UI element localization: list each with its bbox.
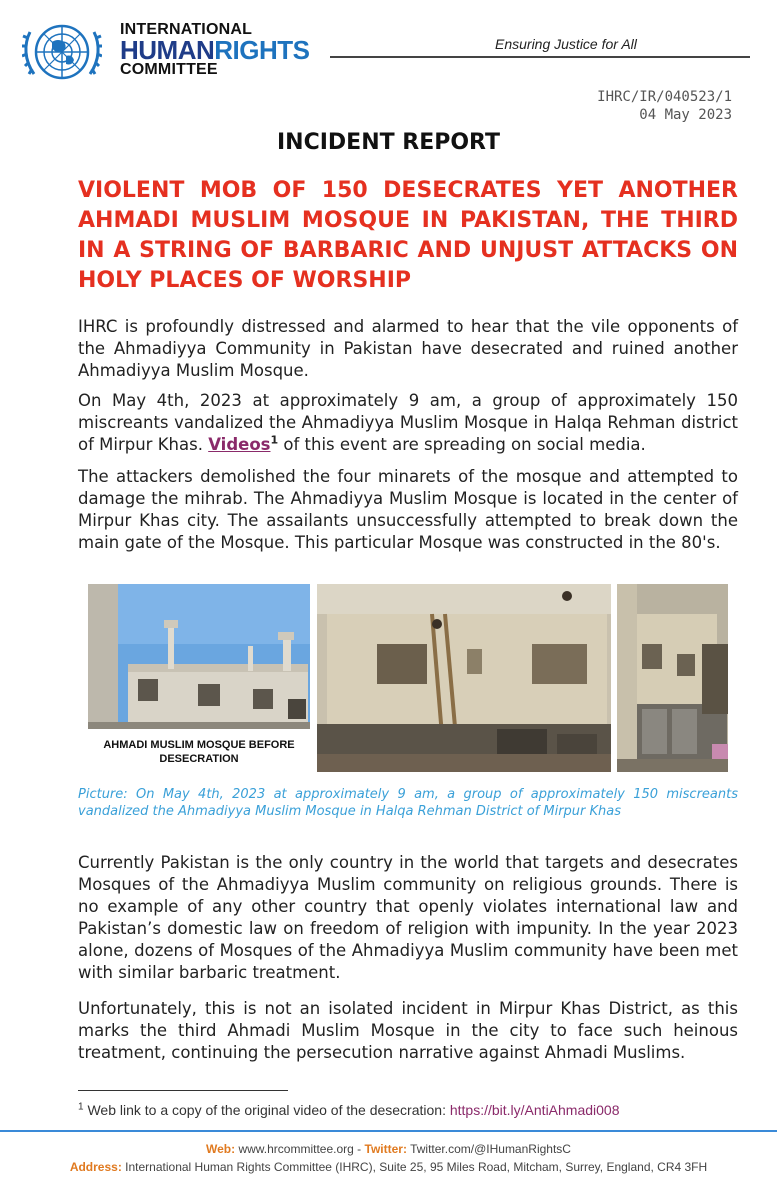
videos-link[interactable]: Videos	[208, 435, 271, 454]
footer-rule	[0, 1130, 777, 1132]
picture-caption: Picture: On May 4th, 2023 at approximately 9 am, a group of approximately 150 miscreants vandalized the Ahmadiyya Muslim Mosque in Halqa Rehman District of Mirpur Khas	[78, 787, 738, 819]
paragraph-intro: IHRC is profoundly distressed and alarmed to hear that the vile opponents of the Ahmadiyya Community in Pakistan have desecrated and ruined another Ahmadiyya Muslim Mosque.	[78, 317, 738, 380]
header-rule	[330, 56, 750, 58]
photo-before-caption: AHMADI MUSLIM MOSQUE BEFORE DESECRATION	[103, 739, 295, 765]
org-name-line3: COMMITTEE	[120, 61, 218, 78]
paragraph-incident	[78, 390, 738, 456]
org-name-line2	[120, 35, 310, 65]
footnote-marker: 1	[270, 433, 279, 447]
report-title: INCIDENT REPORT	[276, 130, 501, 155]
footer-contact-line	[0, 1140, 777, 1158]
page-footer	[0, 1140, 777, 1176]
photo-mosque-before	[88, 584, 310, 729]
paragraph-conclusion: Unfortunately, this is not an isolated incident in Mirpur Khas District, as this marks the third Ahmadi Muslim Mosque in the city to face such heinous treatment, continuing the persecution narrative against Ahmadi Muslims.	[78, 999, 738, 1062]
footer-address-line	[0, 1158, 777, 1176]
footer-twitter-value[interactable]: Twitter.com/@IHumanRightsC	[406, 1142, 571, 1156]
footnote	[78, 1102, 620, 1118]
footer-web-label: Web:	[206, 1142, 236, 1156]
org-logo-text	[120, 22, 310, 78]
report-reference	[597, 88, 732, 124]
org-name-rights: RIGHTS	[214, 35, 310, 65]
headline: VIOLENT MOB OF 150 DESECRATES YET ANOTHER AHMADI MUSLIM MOSQUE IN PAKISTAN, THE THIRD IN A STRING OF BARBARIC AND UNJUST ATTACKS ON HOLY PLACES OF WORSHIP	[78, 178, 738, 293]
footnote-number: 1	[78, 1101, 84, 1113]
footnote-rule	[78, 1090, 288, 1091]
footer-address-label: Address:	[69, 1160, 122, 1174]
page-header	[0, 0, 777, 90]
reference-date: 04 May 2023	[639, 107, 732, 123]
footnote-video-link[interactable]: https://bit.ly/AntiAhmadi008	[449, 1102, 620, 1118]
paragraph-context: Currently Pakistan is the only country in the world that targets and desecrates Mosques of the Ahmadiyya Muslim community on religious grounds. There is no example of any other country that openly violates international law and Pakistan’s domestic law on freedom of religion with impunity. In the year 2023 alone, dozens of Mosques of the Ahmadiyya Muslim community have been met with similar barbaric treatment.	[78, 853, 738, 982]
org-name-line1: INTERNATIONAL	[120, 21, 253, 38]
footer-twitter-label: Twitter:	[364, 1142, 407, 1156]
org-tagline: Ensuring Justice for All	[495, 36, 637, 52]
globe-emblem-icon	[22, 20, 102, 84]
footnote-text: Web link to a copy of the original video of the desecration:	[83, 1102, 450, 1118]
photo-mob-attack	[317, 584, 611, 772]
reference-code: IHRC/IR/040523/1	[597, 89, 732, 105]
footer-web-value[interactable]: www.hrcommittee.org -	[235, 1142, 365, 1156]
paragraph-incident-text: On May 4th, 2023 at approximately 9 am, a group of approximately 150 miscreants vandalized the Ahmadiyya Muslim Mosque in Halqa Rehman district of Mirpur Khas.	[78, 391, 738, 454]
photo-damaged-mosque	[617, 584, 728, 772]
paragraph-incident-tail: of this event are spreading on social media.	[278, 435, 646, 454]
footer-address-value: International Human Rights Committee (IHRC), Suite 25, 95 Miles Road, Mitcham, Surrey, England, CR4 3FH	[121, 1160, 708, 1174]
paragraph-attack-details: The attackers demolished the four minarets of the mosque and attempted to damage the mihrab. The Ahmadiyya Muslim Mosque is located in the center of Mirpur Khas city. The assailants unsuccessfully attempted to break down the main gate of the Mosque. This particular Mosque was constructed in the 80's.	[78, 467, 738, 552]
org-name-human: HUMAN	[120, 35, 215, 65]
